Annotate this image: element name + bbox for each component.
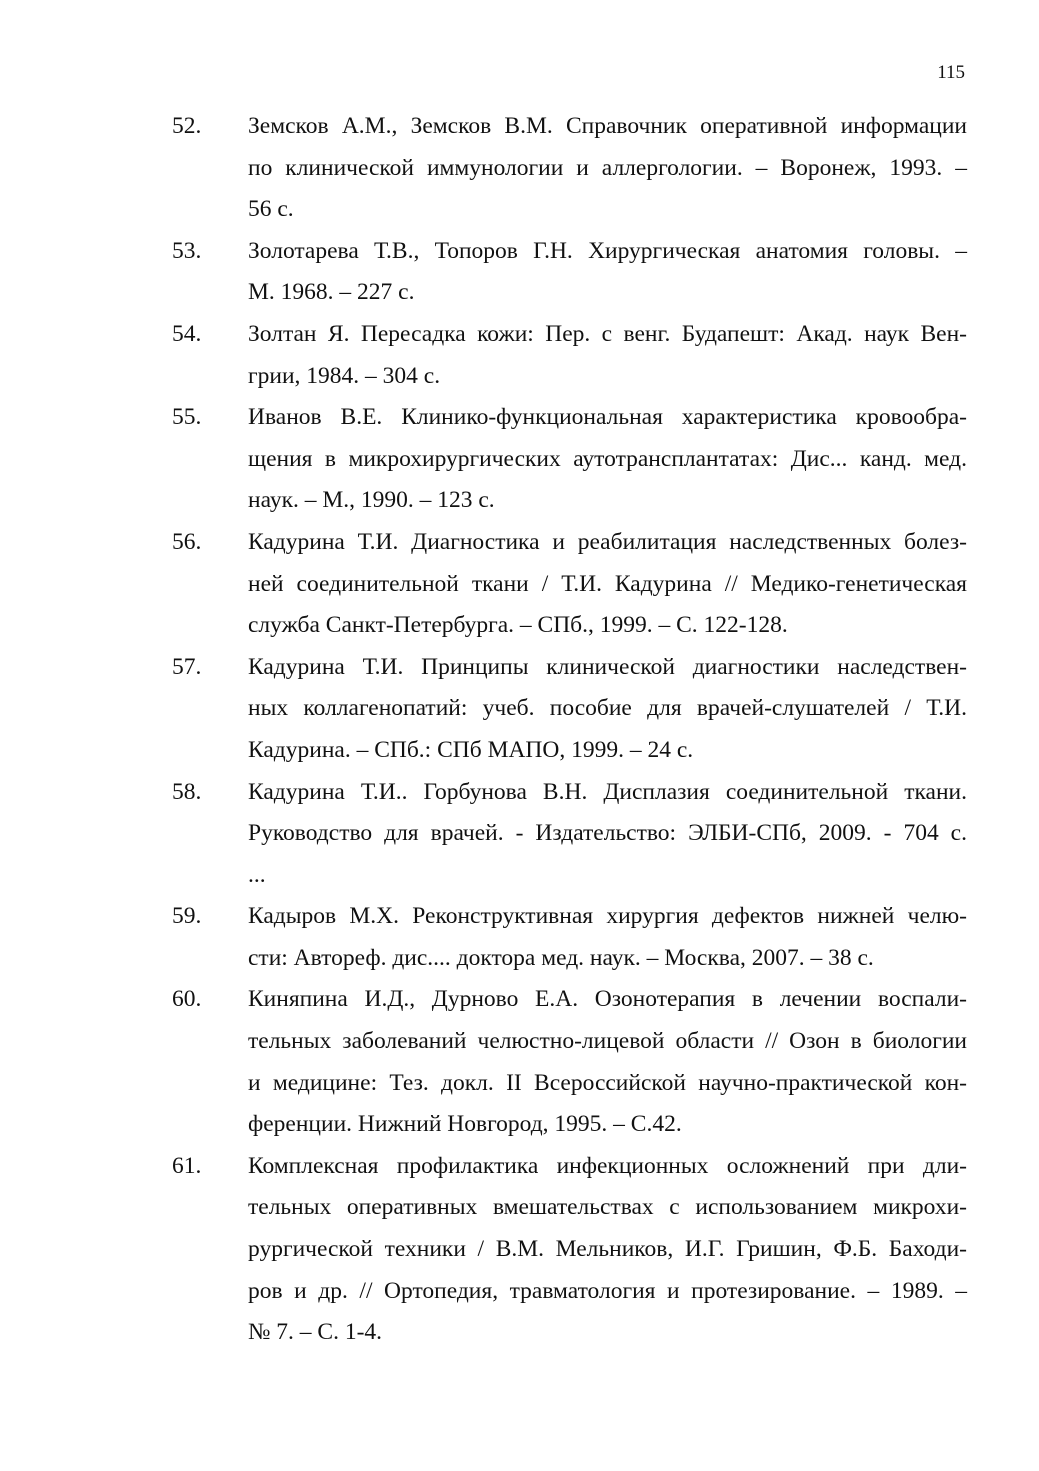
reference-line: Комплексная профилактика инфекционных осложнений при дли- xyxy=(248,1152,967,1179)
reference-line: М. 1968. – 227 с. xyxy=(248,279,415,306)
page-number: 115 xyxy=(937,62,965,83)
reference-line: № 7. – С. 1-4. xyxy=(248,1319,383,1346)
reference-line: Кадурина Т.И. Диагностика и реабилитация наследственных болез- xyxy=(248,528,967,555)
reference-text xyxy=(248,1146,967,1354)
reference-text xyxy=(248,772,967,897)
reference-line: ных коллагенопатий: учеб. пособие для врачей-слушателей / Т.И. xyxy=(248,695,967,722)
reference-line: ней соединительной ткани / Т.И. Кадурина // Медико-генетическая xyxy=(248,570,967,597)
reference-line: 56 с. xyxy=(248,196,294,223)
reference-line: Золотарева Т.В., Топоров Г.Н. Хирургическая анатомия головы. – xyxy=(248,237,967,264)
reference-line: Кадурина. – СПб.: СПб МАПО, 1999. – 24 с. xyxy=(248,736,694,763)
reference-number: 57. xyxy=(172,653,202,680)
reference-number: 52. xyxy=(172,113,202,139)
reference-line: Золтан Я. Пересадка кожи: Пер. с венг. Будапешт: Акад. наук Вен- xyxy=(248,320,967,347)
reference-line: служба Санкт-Петербурга. – СПб., 1999. – С. 122-128. xyxy=(248,612,788,639)
reference-item xyxy=(0,231,1039,314)
reference-line: тельных оперативных вмешательствах с использованием микрохи- xyxy=(248,1194,967,1221)
reference-number: 60. xyxy=(172,986,202,1013)
reference-line: щения в микрохирургических аутотрансплантатах: Дис... канд. мед. xyxy=(248,445,967,472)
reference-text xyxy=(248,314,967,397)
reference-item xyxy=(0,397,1039,522)
reference-item xyxy=(0,979,1039,1145)
reference-item xyxy=(0,314,1039,397)
reference-line: Руководство для врачей. - Издательство: ЭЛБИ-СПб, 2009. - 704 с. xyxy=(248,820,967,847)
reference-text xyxy=(248,979,967,1145)
reference-text xyxy=(248,106,967,231)
reference-item xyxy=(0,772,1039,897)
reference-list xyxy=(0,106,1039,1354)
reference-line: тельных заболеваний челюстно-лицевой области // Озон в биологии xyxy=(248,1028,967,1055)
reference-line: ров и др. // Ортопедия, травматология и протезирование. – 1989. – xyxy=(248,1277,967,1304)
reference-number: 61. xyxy=(172,1152,202,1179)
reference-line: и медицине: Тез. докл. II Всероссийской научно-практической кон- xyxy=(248,1069,967,1096)
reference-number: 59. xyxy=(172,903,202,930)
reference-line: ... xyxy=(248,861,266,888)
reference-line: Кадурина Т.И.. Горбунова В.Н. Дисплазия соединительной ткани. xyxy=(248,778,967,805)
reference-item xyxy=(0,1146,1039,1354)
reference-text xyxy=(248,397,967,522)
reference-text xyxy=(248,647,967,772)
reference-item xyxy=(0,106,1039,231)
reference-line: Иванов В.Е. Клинико-функциональная характеристика кровообра- xyxy=(248,404,967,431)
reference-line: по клинической иммунологии и аллергологии. – Воронеж, 1993. – xyxy=(248,154,967,181)
reference-text xyxy=(248,896,967,979)
reference-line: сти: Автореф. дис.... доктора мед. наук. – Москва, 2007. – 38 с. xyxy=(248,944,874,971)
reference-line: наук. – М., 1990. – 123 с. xyxy=(248,487,495,514)
reference-item xyxy=(0,896,1039,979)
reference-line: грии, 1984. – 304 с. xyxy=(248,362,441,389)
reference-number: 55. xyxy=(172,404,202,431)
reference-number: 56. xyxy=(172,528,202,555)
reference-number: 54. xyxy=(172,320,202,347)
reference-line: Кадурина Т.И. Принципы клинической диагностики наследствен- xyxy=(248,653,967,680)
reference-number: 58. xyxy=(172,778,202,805)
reference-text xyxy=(248,231,967,314)
reference-text xyxy=(248,522,967,647)
reference-item xyxy=(0,647,1039,772)
reference-line: рургической техники / В.М. Мельников, И.Г. Гришин, Ф.Б. Баходи- xyxy=(248,1236,967,1263)
reference-number: 53. xyxy=(172,237,202,264)
reference-line: ференции. Нижний Новгород, 1995. – С.42. xyxy=(248,1111,682,1138)
reference-line: Земсков А.М., Земсков В.М. Справочник оперативной информации xyxy=(248,113,967,139)
reference-item xyxy=(0,522,1039,647)
reference-line: Кадыров М.Х. Реконструктивная хирургия дефектов нижней челю- xyxy=(248,903,967,930)
reference-line: Киняпина И.Д., Дурново Е.А. Озонотерапия в лечении воспали- xyxy=(248,986,967,1013)
